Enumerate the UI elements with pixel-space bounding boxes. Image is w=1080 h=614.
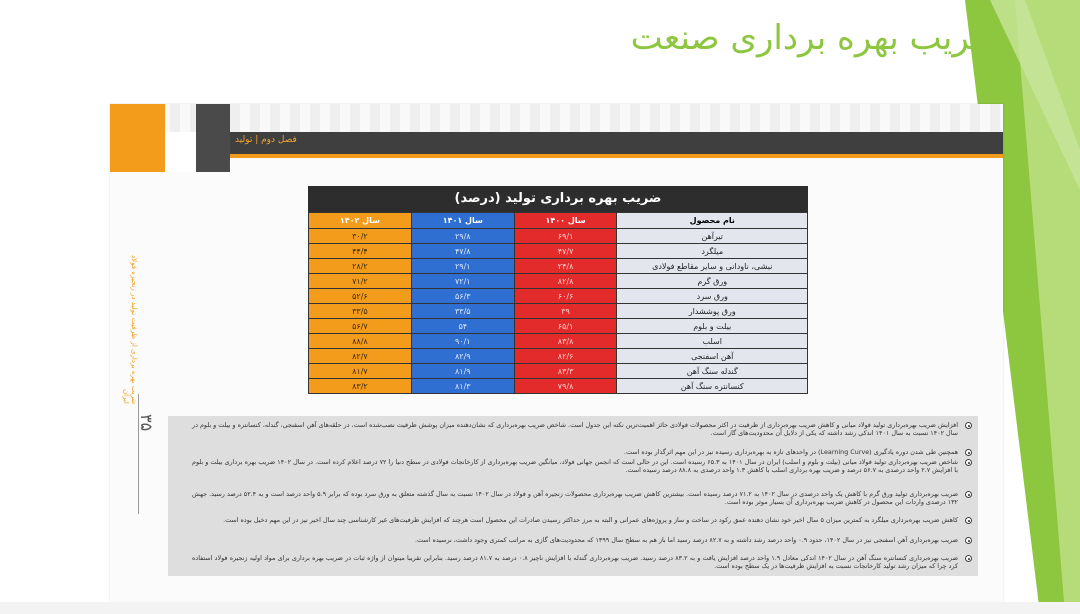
product-cell: ورق سرد xyxy=(617,289,808,304)
table-title: ضریب بهره برداری تولید (درصد) xyxy=(308,186,808,212)
note-bullet xyxy=(192,536,972,544)
value-1402-cell: ۳۰/۲ xyxy=(309,229,412,244)
note-bullet xyxy=(192,554,972,571)
note-bullet xyxy=(192,448,972,456)
value-1402-cell: ۵۶/۷ xyxy=(309,319,412,334)
value-1402-cell: ۴۴/۴ xyxy=(309,244,412,259)
note-text: کاهش ضریب بهره‌برداری میلگرد به کمترین میزان ۵ سال اخیر خود نشان دهنده عمق رکود در ساخت و ساز و پروژه‌های عمرانی و البته به مرز حداکثر رسیدن صادرات این محصول است هرچند که افزایش ظرفیت‌های غیر کارشناسی چند سال اخیر نیز در این مهم دخیل بوده است. xyxy=(223,516,958,524)
utilization-table xyxy=(308,186,808,394)
value-1401-cell: ۵۶/۳ xyxy=(411,289,514,304)
note-bullet xyxy=(192,421,972,438)
value-1401-cell: ۸۲/۹ xyxy=(411,349,514,364)
product-cell: آهن اسفنجی xyxy=(617,349,808,364)
value-1400-cell: ۲۴/۸ xyxy=(514,259,617,274)
value-1400-cell: ۸۲/۶ xyxy=(514,349,617,364)
value-1402-cell: ۸۳/۲ xyxy=(309,379,412,394)
product-cell: گندله سنگ آهن xyxy=(617,364,808,379)
value-1400-cell: ۴۷/۷ xyxy=(514,244,617,259)
table-row xyxy=(309,289,808,304)
value-1401-cell: ۷۲/۱ xyxy=(411,274,514,289)
value-1402-cell: ۷۱/۲ xyxy=(309,274,412,289)
value-1402-cell: ۸۲/۷ xyxy=(309,349,412,364)
bullet-icon xyxy=(965,555,972,562)
table-row xyxy=(309,304,808,319)
value-1400-cell: ۷۹/۸ xyxy=(514,379,617,394)
value-1400-cell: ۶۰/۶ xyxy=(514,289,617,304)
value-1402-cell: ۸۱/۷ xyxy=(309,364,412,379)
value-1402-cell: ۸۸/۸ xyxy=(309,334,412,349)
value-1400-cell: ۶۹/۱ xyxy=(514,229,617,244)
bullet-icon xyxy=(965,537,972,544)
note-bullet xyxy=(192,458,972,475)
page-number-divider xyxy=(138,394,139,514)
value-1401-cell: ۲۹/۱ xyxy=(411,259,514,274)
note-text: همچنین طی شدن دوره یادگیری (Learning Curve) در واحدهای تازه به بهره‌برداری رسیده نیز در این مهم اثرگذار بوده است. xyxy=(623,448,958,456)
bullet-icon xyxy=(965,517,972,524)
slide-title: ضریب بهره برداری صنعت xyxy=(630,18,1000,58)
value-1400-cell: ۸۳/۳ xyxy=(514,364,617,379)
value-1400-cell: ۸۳/۸ xyxy=(514,334,617,349)
table-row xyxy=(309,259,808,274)
value-1400-cell: ۸۲/۸ xyxy=(514,274,617,289)
table-row xyxy=(309,319,808,334)
page-number: ۳۵ xyxy=(137,414,156,432)
note-text: افزایش ضریب بهره‌برداری تولید فولاد میانی و کاهش ضریب بهره‌برداری از ظرفیت در اکثر محصولات فولادی حائز اهمیت‌ترین نکته این جدول است. شاخص ضریب بهره‌برداری که نشان‌دهنده میزان پوشش ظرفیت نصب‌شده است، در حلقه‌های آهن اسفنجی، گندله، کنسانتره و بیلت و بلوم در سال ۱۴۰۲ نسبت به سال ۱۴۰۱ اندکی رشد داشته که یکی از دلایل آن محدودیت‌های گاز است. xyxy=(192,421,958,438)
chapter-label: فصل دوم | تولید xyxy=(235,135,297,145)
note-text: ضریب بهره‌برداری تولید ورق گرم با کاهش یک واحد درصدی در سال ۱۴۰۲ به ۷۱.۲ درصد رسیده است. بیشترین کاهش ضریب بهره‌برداری محصولات زنجیره آهن و فولاد در سال ۱۴۰۲ نسبت به سال گذشته متعلق به ورق سرد بوده که برابر ۵.۹ واحد درصد است و به ۵۲.۴ درصد رسید. جهش ۱۳۲ درصدی واردات این محصول در کاهش ضریب بهره‌برداری آن بسیار موثر بوده است. xyxy=(192,490,959,507)
table-row xyxy=(309,334,808,349)
header-1401: سال ۱۴۰۱ xyxy=(411,213,514,229)
bullet-icon xyxy=(965,422,972,429)
bullet-icon xyxy=(965,449,972,456)
note-text: ضریب بهره‌برداری آهن اسفنجی نیز در سال ۱۴۰۲، حدود ۰.۹ واحد درصد رشد داشته و به ۸۲.۷ درصد رسید اما باز هم به سطح سال ۱۳۹۹ که محدودیت‌های گازی به مراتب کمتری وجود داشت، نرسیده است. xyxy=(415,536,958,544)
note-text: ضریب بهره‌برداری کنسانتره سنگ آهن در سال ۱۴۰۲ اندکی معادل ۱.۹ واحد درصد افزایش یافت و به ۸۳.۲ درصد رسید. ضریب بهره‌برداری گندله با افزایش ناچیز ۰.۸ درصد به ۸۱.۷ درصد رسید. بنابراین تقریبا میتوان از واژه ثبات در ضریب بهره برداری برای مواد اولیه زنجیره فولاد استفاده کرد چرا که میزان رشد تولید کارخانجات نسبت به افزایش ظرفیت‌ها در یک سطح بوده است. xyxy=(192,554,958,571)
value-1402-cell: ۵۲/۶ xyxy=(309,289,412,304)
value-1400-cell: ۶۵/۱ xyxy=(514,319,617,334)
value-1401-cell: ۴۷/۸ xyxy=(411,244,514,259)
notes-box xyxy=(168,416,978,576)
product-cell: نبشی، ناودانی و سایر مقاطع فولادی xyxy=(617,259,808,274)
value-1401-cell: ۵۴ xyxy=(411,319,514,334)
header-band xyxy=(230,132,1003,154)
value-1401-cell: ۳۳/۵ xyxy=(411,304,514,319)
value-1401-cell: ۸۱/۹ xyxy=(411,364,514,379)
document-page xyxy=(110,104,1003,602)
table-row xyxy=(309,244,808,259)
product-cell: بیلت و بلوم xyxy=(617,319,808,334)
note-text: شاخص ضریب بهره‌برداری تولید فولاد میانی (بیلت و بلوم و اسلب) ایران در سال ۱۴۰۱ به ۶۵.۳ رسیده است. این در حالی است که انجمن جهانی فولاد، میانگین ضریب بهره‌برداری از کارخانجات فولادی در سطح دنیا را ۷۲ درصد اعلام کرده است. در سال ۱۴۰۲ ضریب بهره برداری بیلت و بلوم با افزایش ۲.۷ واحد درصدی به ۵۶.۷ درصد و ضریب بهره برداری اسلب با کاهش ۱.۳ واحد درصدی به ۸۸.۸ درصد رسیده است. xyxy=(192,458,958,475)
value-1401-cell: ۲۹/۸ xyxy=(411,229,514,244)
table-row xyxy=(309,364,808,379)
header-orange-block xyxy=(110,104,165,172)
header-1402: سال ۱۴۰۲ xyxy=(309,213,412,229)
header-orange-bar xyxy=(230,154,1003,158)
header-1400: سال ۱۴۰۰ xyxy=(514,213,617,229)
table-row xyxy=(309,274,808,289)
product-cell: کنسانتره سنگ آهن xyxy=(617,379,808,394)
value-1400-cell: ۳۹ xyxy=(514,304,617,319)
bullet-icon xyxy=(965,459,972,466)
value-1401-cell: ۸۱/۳ xyxy=(411,379,514,394)
table-grid xyxy=(308,212,808,394)
value-1402-cell: ۳۳/۵ xyxy=(309,304,412,319)
product-cell: اسلب xyxy=(617,334,808,349)
slide-bottom-strip xyxy=(0,602,1080,614)
note-bullet xyxy=(192,490,972,507)
note-bullet xyxy=(192,516,972,524)
table-row xyxy=(309,349,808,364)
value-1401-cell: ۹۰/۱ xyxy=(411,334,514,349)
product-cell: تیرآهن xyxy=(617,229,808,244)
value-1402-cell: ۲۸/۲ xyxy=(309,259,412,274)
table-header-row xyxy=(309,213,808,229)
table-row xyxy=(309,379,808,394)
table-row xyxy=(309,229,808,244)
side-caption: ضریب بهره برداری از ظرفیت تولید در زنجیره فولاد ایران xyxy=(122,254,138,404)
product-cell: ورق گرم xyxy=(617,274,808,289)
header-product: نام محصول xyxy=(617,213,808,229)
product-cell: میلگرد xyxy=(617,244,808,259)
header-dark-block xyxy=(196,104,230,172)
product-cell: ورق پوششدار xyxy=(617,304,808,319)
bullet-icon xyxy=(965,491,972,498)
header-pattern xyxy=(110,104,1003,132)
